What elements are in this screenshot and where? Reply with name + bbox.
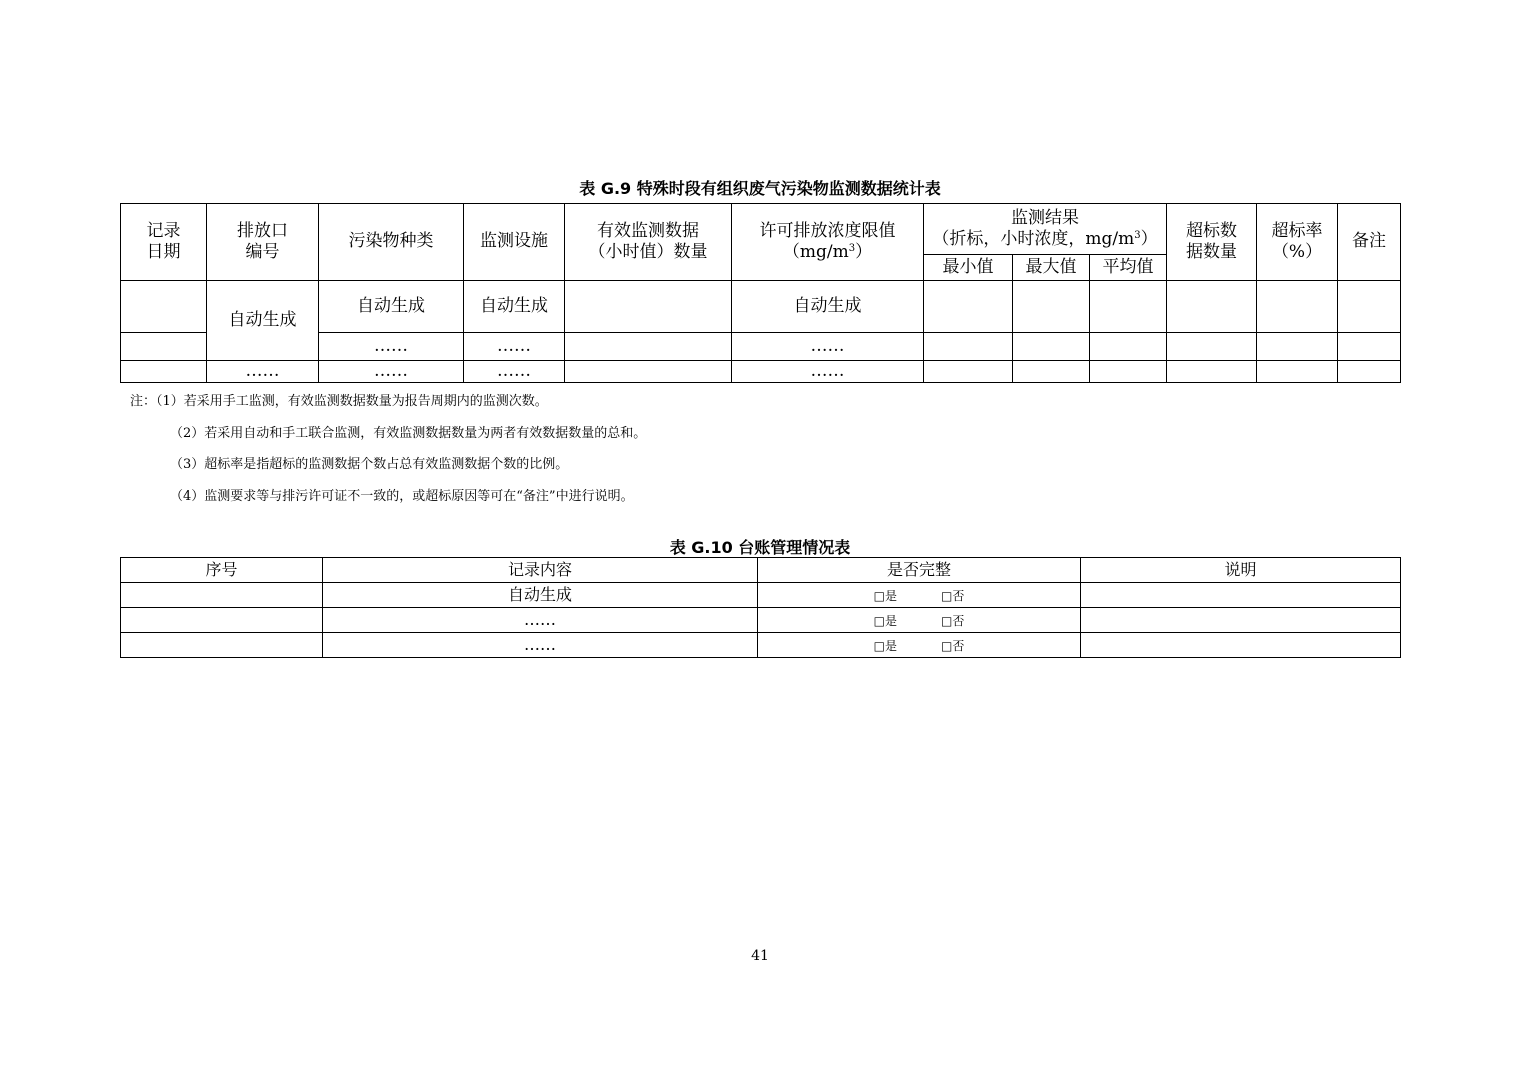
note-3: （3）超标率是指超标的监测数据个数占总有效监测数据个数的比例。 [170, 457, 569, 473]
table-row [121, 583, 1401, 608]
cell-facility: 自动生成 [464, 281, 565, 333]
header-max: 最大值 [1013, 255, 1090, 281]
table-row [121, 361, 1401, 383]
checkbox-no[interactable]: □否 [941, 614, 965, 628]
table-g10 [120, 557, 1401, 658]
cell-content: …… [323, 633, 758, 658]
header-facility: 监测设施 [464, 204, 565, 281]
checkbox-yes[interactable]: □是 [873, 589, 897, 603]
checkbox-yes[interactable]: □是 [873, 614, 897, 628]
header-content: 记录内容 [323, 558, 758, 583]
cell-complete [758, 633, 1081, 658]
note-1: 注：（1）若采用手工监测，有效监测数据数量为报告周期内的监测次数。 [130, 394, 548, 409]
header-exceed-count: 超标数 据数量 [1167, 204, 1257, 281]
cell-limit: 自动生成 [732, 281, 924, 333]
table-row [121, 281, 1401, 333]
header-seq: 序号 [121, 558, 323, 583]
checkbox-yes[interactable]: □是 [873, 639, 897, 653]
cell-limit: …… [732, 361, 924, 383]
header-valid-count: 有效监测数据 （小时值）数量 [565, 204, 732, 281]
table-row [121, 633, 1401, 658]
header-exceed-rate: 超标率 （%） [1257, 204, 1338, 281]
checkbox-no[interactable]: □否 [941, 639, 965, 653]
cell-pollutant: …… [319, 361, 464, 383]
table-row [121, 608, 1401, 633]
cell-content: …… [323, 608, 758, 633]
table-g9 [120, 203, 1401, 383]
table-g10-caption: 表 G.10 台账管理情况表 [669, 538, 851, 557]
cell-complete [758, 583, 1081, 608]
header-limit: 许可排放浓度限值 $(mg/m^3)$ [732, 204, 924, 281]
table-g9-notes [130, 386, 646, 512]
checkbox-no[interactable]: □否 [941, 589, 965, 603]
cell-outlet: …… [207, 361, 319, 383]
cell-facility: …… [464, 333, 565, 361]
cell-content: 自动生成 [323, 583, 758, 608]
note-2: （2）若采用自动和手工联合监测，有效监测数据数量为两者有效数据数量的总和。 [170, 425, 647, 441]
header-remark: 备注 [1338, 204, 1401, 281]
cell-complete [758, 608, 1081, 633]
header-outlet-no: 排放口 编号 [207, 204, 319, 281]
header-min: 最小值 [924, 255, 1013, 281]
header-description: 说明 [1081, 558, 1401, 583]
header-avg: 平均值 [1090, 255, 1167, 281]
header-complete: 是否完整 [758, 558, 1081, 583]
cell-pollutant: 自动生成 [319, 281, 464, 333]
note-4: （4）监测要求等与排污许可证不一致的，或超标原因等可在“备注”中进行说明。 [170, 488, 634, 504]
cell-limit: …… [732, 333, 924, 361]
header-result: 监测结果 （折标，小时浓度，$mg/m^3$） [924, 204, 1167, 255]
page-number: 41 [751, 948, 769, 964]
cell-outlet: 自动生成 [207, 281, 319, 361]
cell-facility: …… [464, 361, 565, 383]
header-pollutant: 污染物种类 [319, 204, 464, 281]
header-record-date: 记录 日期 [121, 204, 207, 281]
cell-pollutant: …… [319, 333, 464, 361]
table-g9-caption: 表 G.9 特殊时段有组织废气污染物监测数据统计表 [579, 179, 941, 198]
